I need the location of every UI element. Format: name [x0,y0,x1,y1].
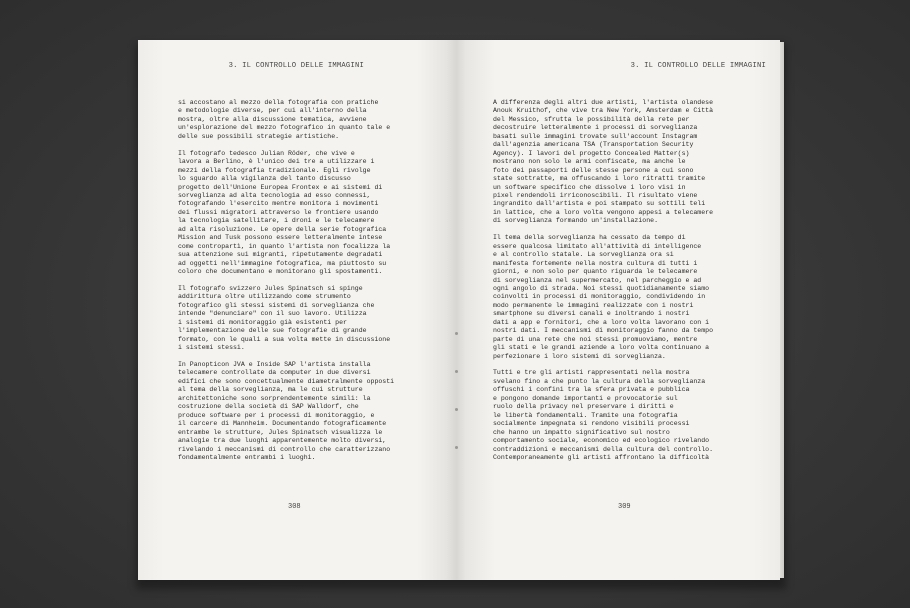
text-line: rivelando i meccanismi di controllo che caratterizzano [178,445,391,453]
text-line: perfezionare i loro sistemi di sorveglianza. [493,352,666,360]
text-line: l'implementazione delle sue fotografie di grande [178,327,367,335]
text-line: mostrano non solo le armi confiscate, ma anche le [493,158,686,166]
text-line: fotografico gli stessi sistemi di sorveglianza che [178,301,375,309]
text-line: le libertà fondamentali. Tramite una fotografia [493,411,678,419]
right-running-header: 3. IL CONTROLLO DELLE IMMAGINI [630,62,766,70]
text-line: Agency). I lavori del progetto Concealed Matter(s) [493,149,690,157]
text-line: che hanno un impatto significativo sul nostro [493,428,670,436]
right-page-number: 309 [618,503,631,511]
text-line: progetto dell'Unione Europea Frontex e ai sistemi di [178,183,383,191]
text-line: nostri dati. I meccanismi di monitoraggio fanno da tempo [493,327,714,335]
text-line: del Messico, sfrutta le possibilità della rete per [493,115,690,123]
text-line: di sorveglianza formando un'installazione. [493,217,659,225]
binding-stitch [455,332,458,335]
text-line: decostruire letteralmente i processi di sorveglianza [493,124,698,132]
text-line: In Panopticon JVA e Inside SAP l'artista installa [178,361,371,368]
text-line: produce software per i processi di monitoraggio, e [178,411,375,419]
text-line: lo sguardo alla vigilanza del tanto discusso [178,175,351,183]
text-line: la tecnologia satellitare, i droni e le telecamere [178,217,375,225]
text-line: ogni angolo di strada. Noi stessi quotidianamente siamo [493,284,710,292]
text-line: architettoniche sono sorprendentemente simili: la [178,394,371,402]
paragraph [493,369,713,462]
text-line: dati a app e fornitori, che a loro volta lavorano con i [493,318,710,326]
text-line: pixel rendendoli irriconoscibili. Il risultato viene [493,191,698,199]
binding-stitch [455,408,458,411]
text-line: edifici che sono concettualmente diametralmente opposti [178,377,395,385]
text-line: fotografando l'esercito mentre monitora i movimenti [178,200,379,208]
text-line: comportamento sociale, economico ed ecologico rivelando [493,437,710,445]
page-edge [780,42,784,578]
paragraph [493,234,713,361]
text-line: modo permanente le immagini realizzate con i nostri [493,301,694,309]
text-line: formato, con le quali a sua volta mette in discussione [178,335,391,343]
text-line: come contropartì, in quanto l'artista non focalizza la [178,242,391,250]
text-line: entrambe le strutture, Jules Spinatsch visualizza le [178,428,383,436]
binding-stitch [455,446,458,449]
right-page [456,40,780,580]
text-line: ad oggetti nell'immagine fotografica, ma piuttosto su [178,259,387,267]
text-line: basati sulle immagini trovate sull'account Instagram [493,132,698,140]
text-line: Anouk Kruithof, che vive tra New York, Amsterdam e Città [493,107,714,115]
text-line: in lattice, che a loro volta vengono appesi a telecamere [493,208,714,216]
text-line: dall'agenzia americana TSA (Transportation Security [493,141,694,149]
text-line: foto dei passaporti delle stesse persone a cui sono [493,166,694,174]
text-line: state sottratte, ma offuscando i loro ritratti tramite [493,175,706,183]
text-line: di sorveglianza nel supermercato, nel parcheggio e ad [493,276,702,284]
text-line: telecamere controllate da computer in due diversi [178,369,371,377]
binding-stitch [455,370,458,373]
text-line: offuschi i confini tra la sfera privata e pubblica [493,386,690,394]
text-line: socialmente impegnata si rendono visibili processi [493,420,690,428]
text-line: analogie tra due luoghi apparentemente molto diversi, [178,437,387,445]
text-line: ad alta risoluzione. Le opere della serie fotografica [178,225,387,233]
text-line: i sistemi stessi. [178,344,245,352]
paragraph [178,99,394,141]
right-body-text [493,99,713,462]
text-line: Tutti e tre gli artisti rappresentati nella mostra [493,369,690,377]
paragraph [493,99,713,226]
text-line: ruolo della privacy nel preservare i diritti e [493,403,674,411]
text-line: e al controllo statale. La sorveglianza ora si [493,251,674,259]
text-line: giorni, e non solo per quanto riguarda le telecamere [493,268,698,276]
text-line: dei flussi migratori attraverso le frontiere usando [178,208,379,216]
text-line: al tema della sorveglianza, ma le cui strutture [178,386,363,394]
left-body-text [178,99,394,462]
text-line: e pongono domande importanti e provocatorie sul [493,394,678,402]
text-line: gli stati e le grandi aziende a loro volta continuano a [493,344,710,352]
text-line: svelano fino a che punto la cultura della sorveglianza [493,377,706,385]
text-line: ingrandito dall'artista e poi stampato su sottili teli [493,200,706,208]
text-line: fondamentalmente entrambi i luoghi. [178,453,316,461]
text-line: manifesta fortemente nella nostra cultura di tutti i [493,259,698,267]
text-line: sorveglianza ad alta tecnologia ad esso connessi, [178,191,371,199]
paragraph [178,285,394,353]
text-line: A differenza degli altri due artisti, l'artista olandese [493,99,714,106]
text-line: addirittura oltre utilizzando come strumento [178,293,351,301]
text-line: delle sue possibili strategie artistiche. [178,132,340,140]
text-line: smartphone su diversi canali e inoltrando i nostri [493,310,690,318]
text-line: Il fotografo svizzero Jules Spinatsch si spinge [178,284,363,292]
text-line: Il tema della sorveglianza ha cessato da tempo di [493,234,686,242]
text-line: parte di una rete che noi stessi promuoviamo, mentre [493,335,698,343]
text-line: si accostano al mezzo della fotografia con pratiche [178,99,379,106]
text-line: lavora a Berlino, è l'unico dei tre a utilizzare i [178,158,375,166]
text-line: mezzi della fotografia tradizionale. Egli rivolge [178,166,371,174]
text-line: Il fotografo tedesco Julian Röder, che vive e [178,149,355,157]
text-line: e metodologie diverse, per cui all'interno della [178,107,367,115]
text-line: un'esplorazione del mezzo fotografico in quanto tale e [178,124,391,132]
left-page-number: 308 [288,503,301,511]
text-line: il carcere di Mannheim. Documentando fotograficamente [178,420,387,428]
text-line: coloro che documentano e monitorano gli spostamenti. [178,268,383,276]
paragraph [178,361,394,462]
text-line: mostra, oltre alla discussione tematica, avviene [178,115,367,123]
open-book [138,40,780,585]
text-line: i sistemi di monitoraggio già esistenti per [178,318,347,326]
text-line: essere qualcosa limitato all'attività di intelligence [493,242,702,250]
text-line: Contemporaneamente gli artisti affrontano la difficoltà [493,454,710,461]
text-line: contraddizioni e meccanismi della cultura del controllo. [493,445,714,453]
text-line: un software specifico che dissolve i loro visi in [493,183,686,191]
text-line: costruzione della società di SAP Walldorf, che [178,403,359,411]
text-line: Mission and Tusk possono essere letteralmente intese [178,234,383,242]
text-line: intende "denunciare" con il suo lavoro. Utilizza [178,310,367,318]
left-running-header: 3. IL CONTROLLO DELLE IMMAGINI [228,62,364,70]
paragraph [178,150,394,277]
text-line: sua attenzione sui migranti, ripetutamente degradati [178,251,383,259]
text-line: coinvolti in processi di monitoraggio, condividendo in [493,293,706,301]
left-page [138,40,456,580]
